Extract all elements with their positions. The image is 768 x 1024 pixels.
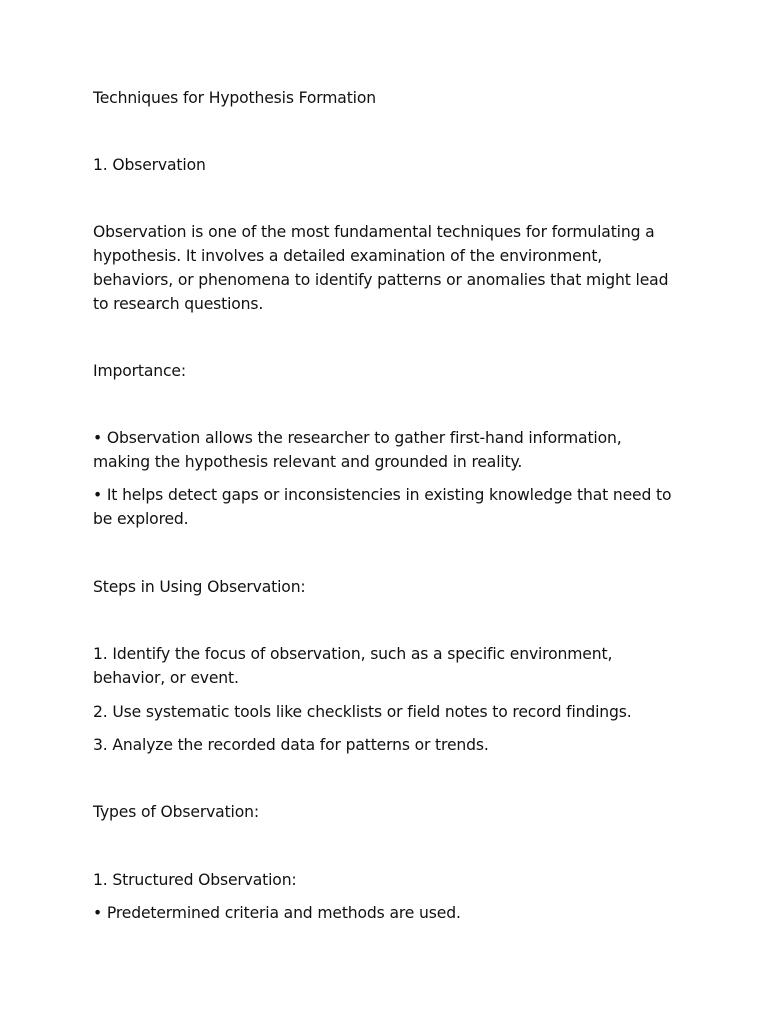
intro-paragraph: Observation is one of the most fundamental techniques for formulating a hypothesis. It involves a detailed examination of the environment, behaviors, or phenomena to identify patterns or anomalies that might lead to research questions. (93, 223, 669, 313)
step-item-2: 2. Use systematic tools like checklists or field notes to record findings. (93, 703, 632, 721)
step-item-3: 3. Analyze the recorded data for patterns or trends. (93, 736, 489, 754)
step-item-1: 1. Identify the focus of observation, such as a specific environment, behavior, or event. (93, 645, 613, 687)
importance-bullet-2: • It helps detect gaps or inconsistencies in existing knowledge that need to be explored. (93, 486, 672, 528)
types-bullet-1: • Predetermined criteria and methods are used. (93, 904, 461, 922)
types-heading: Types of Observation: (93, 803, 259, 821)
document-title: Techniques for Hypothesis Formation (93, 89, 376, 107)
importance-bullet-1: • Observation allows the researcher to gather first-hand information, making the hypothesis relevant and grounded in reality. (93, 429, 622, 471)
types-item-1: 1. Structured Observation: (93, 871, 297, 889)
importance-heading: Importance: (93, 362, 186, 380)
section-heading: 1. Observation (93, 156, 206, 174)
steps-heading: Steps in Using Observation: (93, 578, 306, 596)
